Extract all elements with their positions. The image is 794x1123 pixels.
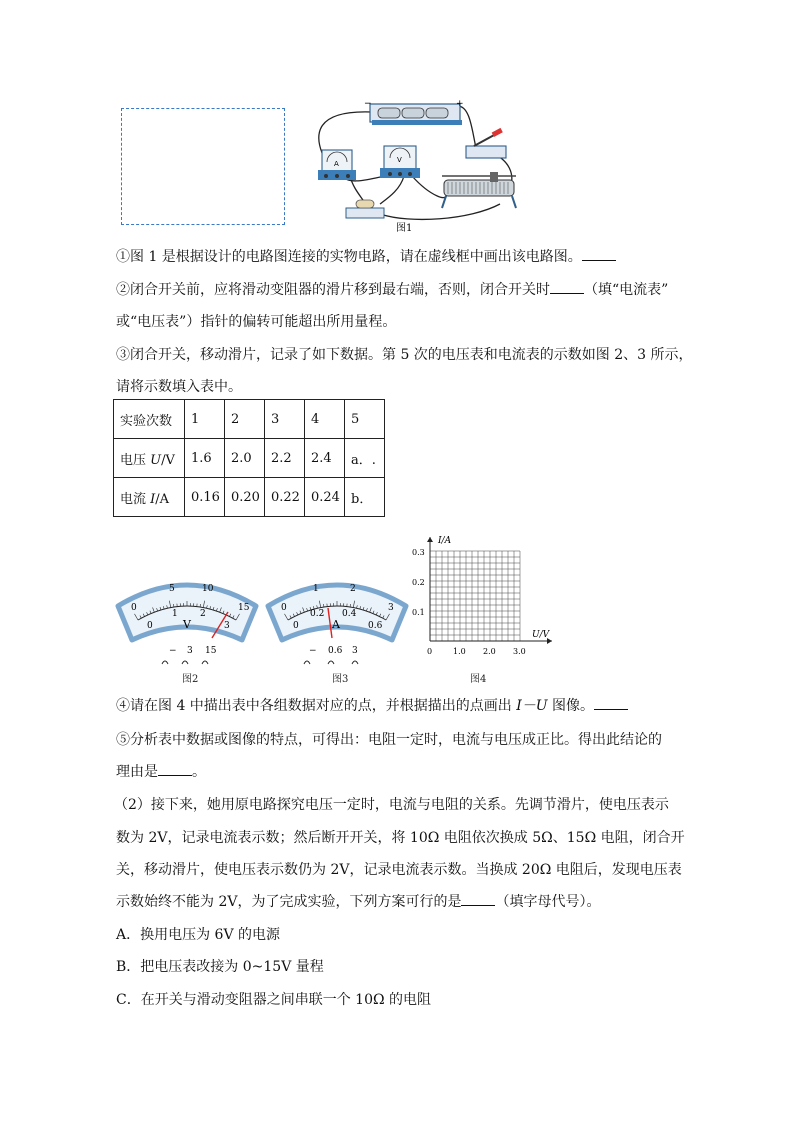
table-row xyxy=(114,439,385,478)
voltmeter-dial-figure xyxy=(112,568,262,668)
x-axis-label: U/V xyxy=(532,630,550,640)
answer-cell-b[interactable]: b． xyxy=(345,478,385,517)
svg-text:0.2: 0.2 xyxy=(310,609,325,619)
svg-text:3: 3 xyxy=(224,621,230,631)
question-3-line-2: 请将示数填入表中。 xyxy=(116,379,242,395)
question-2-line-2: 或“电压表”）指针的偏转可能超出所用量程。 xyxy=(116,314,397,330)
question-1-text: ①图 1 是根据设计的电路图连接的实物电路，请在虚线框中画出该电路图。 xyxy=(116,249,582,265)
y-axis-label: I/A xyxy=(438,536,452,546)
figure-4-caption: 图4 xyxy=(470,674,487,685)
svg-text:0: 0 xyxy=(427,647,433,656)
table-cell: 2.0 xyxy=(225,439,265,478)
table-row-label: 电压 U/V xyxy=(114,439,185,478)
battery-minus-label: − xyxy=(364,99,372,109)
sliding-rheostat xyxy=(442,172,516,208)
question-5-line-1: ⑤分析表中数据或图像的特点，可得出：电阻一定时，电流与电压成正比。得出此结论的 xyxy=(116,732,662,748)
svg-text:0.1: 0.1 xyxy=(412,608,425,617)
table-cell: 5 xyxy=(345,400,385,439)
svg-text:0: 0 xyxy=(293,621,299,631)
svg-text:3.0: 3.0 xyxy=(513,647,526,656)
grid-lines xyxy=(430,551,520,641)
voltmeter-letter: V xyxy=(397,156,402,164)
svg-text:0: 0 xyxy=(131,603,137,613)
question-2-hint: （填“电流表” xyxy=(584,282,669,298)
svg-text:10: 10 xyxy=(202,584,214,594)
option-a[interactable]: A．换用电压为 6V 的电源 xyxy=(116,927,281,943)
figure-1-caption: 图1 xyxy=(396,223,413,234)
ammeter-letter: A xyxy=(334,160,339,168)
figure-2-caption: 图2 xyxy=(182,674,199,685)
table-cell: 2 xyxy=(225,400,265,439)
iu-symbol: I－U xyxy=(516,698,548,714)
table-row xyxy=(114,400,385,439)
option-b[interactable]: B．把电压表改接为 0~15V 量程 xyxy=(116,959,324,975)
table-cell: 0.20 xyxy=(225,478,265,517)
battery-plus-label: + xyxy=(456,99,464,109)
svg-text:2: 2 xyxy=(200,609,206,619)
answer-cell-a[interactable]: a．. xyxy=(345,439,385,478)
answer-blank-4[interactable] xyxy=(594,697,628,710)
table-row xyxy=(114,478,385,517)
part-2-line-1: （2）接下来，她用原电路探究电压一定时，电流与电阻的关系。先调节滑片，使电压表示 xyxy=(114,797,669,813)
ammeter-unit: A xyxy=(332,618,340,631)
question-4: ④请在图 4 中描出表中各组数据对应的点，并根据描出的点画出 I－U 图像。 xyxy=(116,697,686,716)
physical-circuit-figure xyxy=(300,96,530,234)
part-2-line-3: 关，移动滑片，使电压表示数仍为 2V，记录电流表示数。当换成 20Ω 电阻后，发现电压表 xyxy=(116,862,682,878)
svg-text:3: 3 xyxy=(352,646,358,656)
table-cell: 4 xyxy=(305,400,345,439)
data-table xyxy=(113,399,385,517)
svg-text:5: 5 xyxy=(169,584,175,594)
part-2-line-4: 示数始终不能为 2V，为了完成实验，下列方案可行的是 （填字母代号）。 xyxy=(116,894,601,910)
dial-frame xyxy=(268,585,406,640)
table-row-label: 电流 I/A xyxy=(114,478,185,517)
question-2-line-1 xyxy=(116,281,686,300)
wire xyxy=(412,176,447,198)
svg-text:0: 0 xyxy=(147,621,153,631)
table-cell: 2.4 xyxy=(305,439,345,478)
question-3-line-1: ③闭合开关，移动滑片，记录了如下数据。第 5 次的电压表和电流表的示数如图 2、3 所示， xyxy=(116,347,693,363)
knife-switch xyxy=(466,128,506,158)
svg-text:1: 1 xyxy=(313,584,319,594)
svg-text:1: 1 xyxy=(172,609,178,619)
table-cell: 2.2 xyxy=(265,439,305,478)
question-5-line-2: 理由是 。 xyxy=(116,764,206,780)
table-cell: 0.24 xyxy=(305,478,345,517)
svg-text:0.6: 0.6 xyxy=(368,621,383,631)
part-2-line-2: 数为 2V，记录电流表示数；然后断开开关，将 10Ω 电阻依次换成 5Ω、15Ω 电阻，闭合开 xyxy=(116,830,685,846)
svg-text:3: 3 xyxy=(187,646,193,656)
wire xyxy=(380,176,404,204)
table-cell: 0.22 xyxy=(265,478,305,517)
svg-text:0.2: 0.2 xyxy=(412,578,425,587)
figure-3-caption: 图3 xyxy=(332,674,349,685)
svg-text:15: 15 xyxy=(205,646,217,656)
question-1 xyxy=(116,248,686,267)
resistor xyxy=(346,200,384,218)
answer-blank-5[interactable] xyxy=(158,763,192,776)
svg-text:0.3: 0.3 xyxy=(412,548,425,557)
ammeter-dial-figure xyxy=(262,568,412,668)
svg-text:−: − xyxy=(309,646,317,656)
svg-text:2.0: 2.0 xyxy=(483,647,496,656)
table-cell: 1 xyxy=(185,400,225,439)
question-2-text: ②闭合开关前，应将滑动变阻器的滑片移到最右端，否则，闭合开关时 xyxy=(116,282,550,298)
answer-blank-2[interactable] xyxy=(550,281,584,294)
voltmeter-unit: V xyxy=(183,618,191,631)
svg-text:3: 3 xyxy=(388,603,394,613)
dial-frame xyxy=(118,585,256,640)
battery-pack xyxy=(370,104,462,125)
answer-blank-part-2[interactable] xyxy=(461,893,495,906)
svg-text:1.0: 1.0 xyxy=(453,647,466,656)
option-c[interactable]: C．在开关与滑动变阻器之间串联一个 10Ω 的电阻 xyxy=(116,992,432,1008)
circuit-drawing-box[interactable] xyxy=(121,108,285,225)
svg-text:0.6: 0.6 xyxy=(328,646,343,656)
table-cell: 实验次数 xyxy=(114,400,185,439)
table-cell: 1.6 xyxy=(185,439,225,478)
iu-grid-figure[interactable] xyxy=(406,533,556,663)
table-cell: 0.16 xyxy=(185,478,225,517)
svg-text:0: 0 xyxy=(281,603,287,613)
svg-text:15: 15 xyxy=(238,603,250,613)
svg-text:2: 2 xyxy=(350,584,356,594)
svg-text:0.4: 0.4 xyxy=(342,609,357,619)
wire xyxy=(380,204,500,219)
svg-text:−: − xyxy=(169,646,177,656)
table-cell: 3 xyxy=(265,400,305,439)
answer-blank-1[interactable] xyxy=(582,248,616,261)
